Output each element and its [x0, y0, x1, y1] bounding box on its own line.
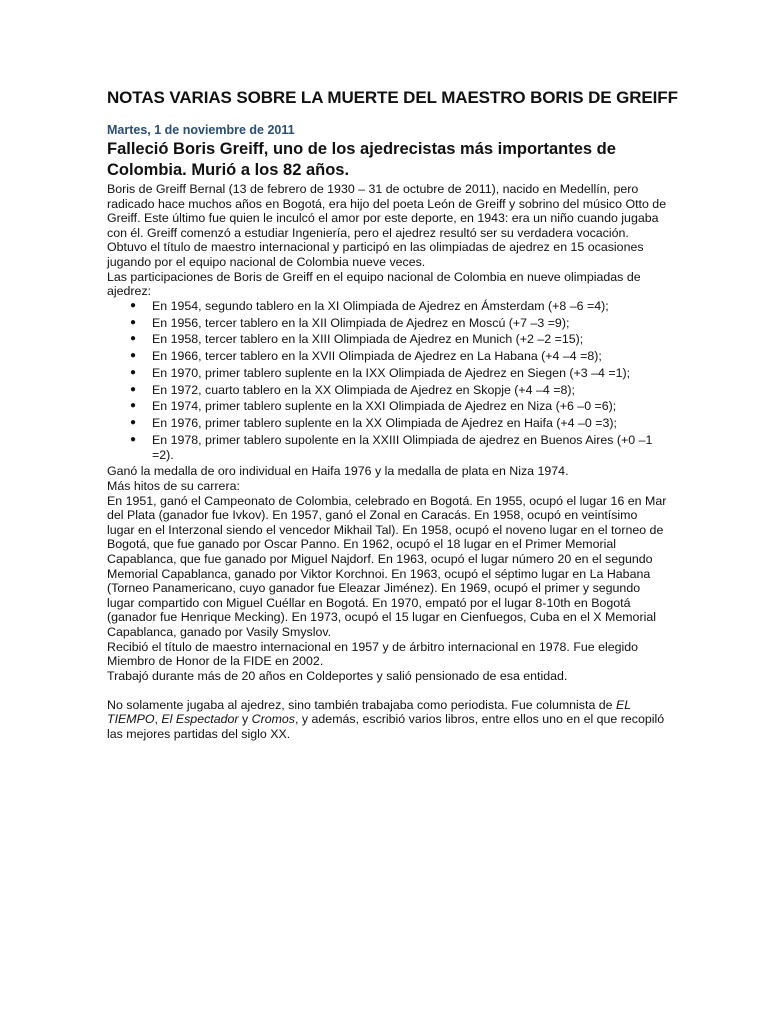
medals-paragraph: Ganó la medalla de oro individual en Haifa 1976 y la medalla de plata en Niza 1974.: [107, 464, 569, 479]
newspaper-name: EL TIEMPO: [107, 697, 631, 727]
bullet-icon: ●: [130, 350, 137, 362]
coldeportes-paragraph: Trabajó durante más de 20 años en Coldeportes y salió pensionado de esa entidad.: [107, 668, 568, 683]
titles-paragraph: Recibió el título de maestro internacional en 1957 y de árbitro internacional en 1978. Fue elegido Miembro de Honor de la FIDE en 2002.: [107, 639, 639, 669]
list-item: ● En 1972, cuarto tablero en la XX Olimpiada de Ajedrez en Skopje (+4 –4 =8);: [130, 382, 575, 397]
list-item: ● En 1978, primer tablero supolente en la XXIII Olimpiada de ajedrez en Buenos Aires (+0 –1 =2).: [130, 433, 653, 462]
paragraph-spacer: [107, 683, 667, 698]
list-item: ● En 1958, tercer tablero en la XIII Olimpiada de Ajedrez en Munich (+2 –2 =15);: [130, 332, 584, 347]
newspaper-name: El Espectador: [161, 712, 239, 727]
bullet-icon: ●: [130, 400, 137, 412]
bullet-icon: ●: [130, 366, 137, 378]
magazine-name: Cromos: [251, 712, 295, 727]
article-headline: Falleció Boris Greiff, uno de los ajedrecistas más importantes de Colombia. Murió a los 82 años.: [107, 140, 616, 179]
olympiads-intro: Las participaciones de Boris de Greiff en el equipo nacional de Colombia en nueve olimpiadas de ajedrez:: [107, 269, 641, 299]
intro-paragraph: Boris de Greiff Bernal (13 de febrero de 1930 – 31 de octubre de 2011), nacido en Medellín, pero radicado hace muchos años en Bogotá, era hijo del poeta León de Greiff y sobrino del músico Otto de Greiff. Este último fue quien le inculcó el amor por este deporte, en 1943: era un niño cuando jugaba con él. Greiff comenzó a estudiar Ingeniería, pero el ajedrez resultó ser su verdadera vocación. Obtuvo el título de maestro internacional y participó en las olimpiadas de ajedrez en 15 ocasiones jugando por el equipo nacional de Colombia nueve veces.: [107, 182, 667, 269]
milestones-paragraph: En 1951, ganó el Campeonato de Colombia, celebrado en Bogotá. En 1955, ocupó el lugar 16 en Mar del Plata (ganador fue Ivkov). En 1957, ganó el Zonal en Caracás. En 1958, ocupó en veintísimo lugar en el Interzonal siendo el vencedor Mikhail Tal). En 1958, ocupó el noveno lugar en el torneo de Bogotá, que fue ganado por Oscar Panno. En 1962, ocupó el 18 lugar en el Primer Memorial Capablanca, que fue ganado por Miguel Najdorf. En 1963, ocupó el lugar número 20 en el segundo Memorial Capablanca, ganado por Viktor Korchnoi. En 1963, ocupó el séptimo lugar en La Habana (Torneo Panamericano, cuyo ganador fue Eleazar Jiménez). En 1969, ocupó el primer y segundo lugar compartido con Miguel Cuéllar en Bogotá. En 1970, empató por el lugar 8-10th en Bogotá (ganador fue Henrique Mecking). En 1973, ocupó el 15 lugar en Cienfuegos, Cuba en el X Memorial Capablanca, ganado por Vasily Smyslov.: [107, 493, 667, 639]
bullet-icon: ●: [130, 333, 137, 345]
bullet-icon: ●: [130, 299, 137, 311]
article-body: [107, 182, 667, 742]
bullet-icon: ●: [130, 417, 137, 429]
list-item: ● En 1970, primer tablero suplente en la IXX Olimpiada de Ajedrez en Siegen (+3 –4 =1);: [130, 365, 631, 380]
milestones-heading: Más hitos de su carrera:: [107, 478, 240, 493]
list-item: ● En 1974, primer tablero suplente en la XXI Olimpiada de Ajedrez en Niza (+6 –0 =6);: [130, 399, 617, 414]
bullet-icon: ●: [130, 383, 137, 395]
document-title: NOTAS VARIAS SOBRE LA MUERTE DEL MAESTRO BORIS DE GREIFF: [107, 88, 678, 107]
journalism-paragraph: No solamente jugaba al ajedrez, sino también trabajaba como periodista. Fue columnista de EL TIEMPO, El Espectador y Cromos, y además, escribió varios libros, entre ellos uno en el que recopiló las mejores partidas del siglo XX.: [107, 697, 665, 742]
list-item: ● En 1956, tercer tablero en la XII Olimpiada de Ajedrez en Moscú (+7 –3 =9);: [130, 315, 570, 330]
post-date: Martes, 1 de noviembre de 2011: [107, 123, 295, 137]
list-item: ● En 1954, segundo tablero en la XI Olimpiada de Ajedrez en Ámsterdam (+8 –6 =4);: [130, 298, 609, 313]
olympiads-list: [107, 299, 667, 462]
list-item: ● En 1966, tercer tablero en la XVII Olimpiada de Ajedrez en La Habana (+4 –4 =8);: [130, 349, 602, 364]
list-item: ● En 1976, primer tablero suplente en la XX Olimpiada de Ajedrez en Haifa (+4 –0 =3);: [130, 416, 617, 431]
bullet-icon: ●: [130, 316, 137, 328]
bullet-icon: ●: [130, 434, 137, 445]
